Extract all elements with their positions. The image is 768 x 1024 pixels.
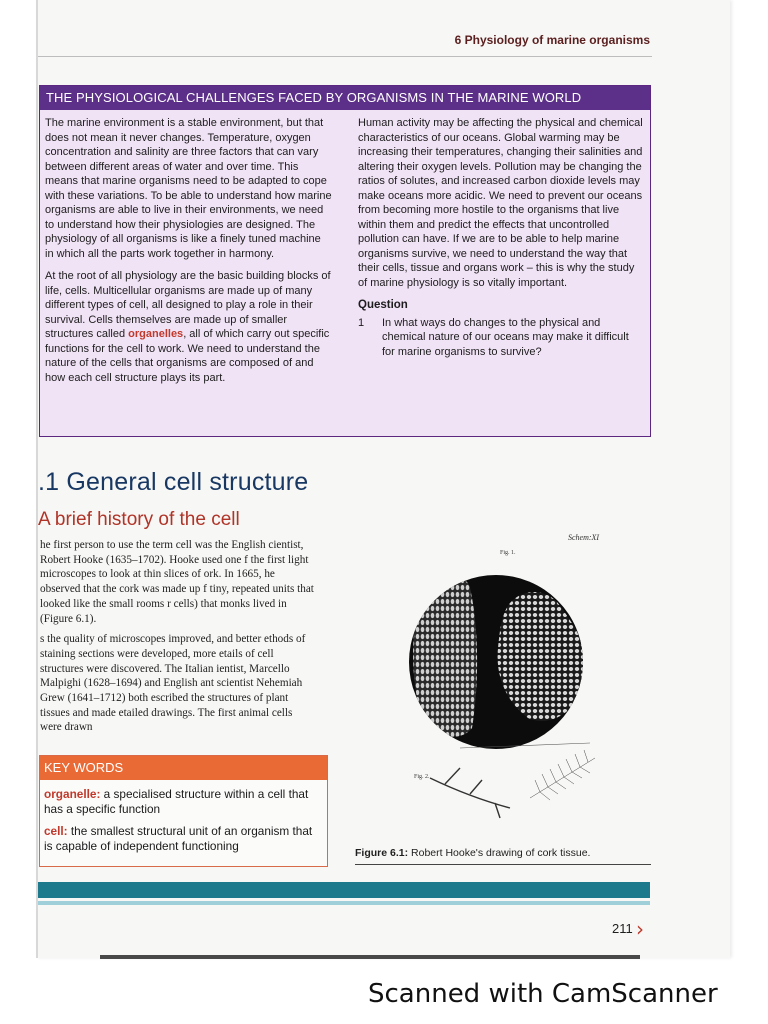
key-word-entry [40, 817, 327, 854]
page-number: 211 [612, 921, 633, 936]
intro-text: At the root of all physiology are the basic building blocks of life, cells. Multicellular organisms are made up of many different types of cell, all designed to play a role in their survival. Cells themselves are made up of smaller structures called [45, 270, 331, 340]
page-bottom-shadow [100, 955, 640, 959]
chevron-right-icon: › [636, 917, 644, 941]
hooke-cork-figure [400, 528, 610, 828]
cork-slice-left [413, 579, 477, 737]
caption-label: Figure 6.1: [355, 847, 409, 859]
intro-paragraph [45, 269, 332, 385]
fig1-label: Fig. 1. [500, 550, 516, 556]
key-words-heading: KEY WORDS [40, 756, 327, 780]
caption-text: Robert Hooke's drawing of cork tissue. [408, 847, 591, 859]
body-text [40, 538, 316, 741]
highlight-organelles: organelles [128, 328, 184, 340]
section-title: .1 General cell structure [38, 468, 309, 496]
watermark-text: Scanned with CamScanner [368, 979, 718, 1009]
question-heading: Question [358, 299, 408, 311]
intro-right-column [358, 116, 644, 359]
running-head: 6 Physiology of marine organisms [454, 33, 650, 47]
intro-text: , all of which carry out specific functions for the cell to work. We need to understand the nature of the cells that organisms are composed of and how each cell structure plays its part. [45, 328, 330, 384]
sensitive-plant-leaves [530, 750, 595, 800]
caption-rule [355, 864, 651, 865]
fig2-label: Fig. 2. [414, 774, 430, 780]
subsection-title: A brief history of the cell [38, 509, 240, 530]
key-word-term: organelle: [44, 787, 101, 801]
footer-bar-thin [38, 901, 650, 905]
body-paragraph: he first person to use the term cell was the English cientist, Robert Hooke (1635–1702). Hooke used one f the first light microscopes to look at thin slices of ork. In 1665, he observed that the cork was made up f tiny, repeated units that looked like the small rooms r cells) that monks lived in (Figure 6.1). [40, 539, 314, 625]
intro-box [39, 85, 651, 437]
header-rule [38, 56, 652, 57]
key-word-definition: the smallest structural unit of an organism that is capable of independent functioning [44, 824, 313, 853]
intro-paragraph: The marine environment is a stable environment, but that does not mean it never changes. Temperature, oxygen concentration and salinity are three factors that can vary between different areas of water and over time. This means that marine organisms need to be adapted to cope with these variations. To be able to understand how marine organisms are able to live in their environments, we need to understand how their physiologies are designed. The physiology of all organisms is like a finely tuned machine in which all the parts work together in harmony. [45, 117, 332, 260]
intro-paragraph: Human activity may be affecting the physical and chemical characteristics of our oceans. Global warming may be increasing their temperatures, changing their salinities and altering their oxygen levels. Pollution may be changing the ratios of solutes, and increased carbon dioxide levels may make oceans more acidic. We need to prevent our oceans from becoming more hostile to the organisms that live within them and predict the effects that uncontrolled pollution can have. If we are to be able to help marine organisms survive, we need to understand the way that their cells, tissue and organs work – this is why the study of marine physiology is so vitally important. [358, 117, 643, 289]
footer-bar [38, 882, 650, 898]
question-number: 1 [358, 316, 365, 329]
figure-caption [355, 847, 651, 859]
sensitive-plant-stem [430, 768, 510, 818]
key-word-definition: a specialised structure within a cell that has a specific function [44, 787, 309, 816]
question-text: In what ways do changes to the physical and chemical nature of our oceans may make it difficult for marine organisms to survive? [382, 316, 629, 358]
question-item [358, 316, 644, 360]
key-word-term: cell: [44, 824, 68, 838]
key-word-entry [40, 780, 327, 817]
body-paragraph: s the quality of microscopes improved, and better ethods of staining sections were developed, more etails of cell structures were discovered. The Italian ientist, Marcello Malpighi (1628–1694) and English ant scientist Nehemiah Grew (1641–1712) both escribed the structures of plant tissues and made etailed drawings. The first animal cells were drawn [40, 633, 306, 734]
scheme-label: Schem:XI [568, 533, 600, 542]
key-words-box [39, 755, 328, 867]
intro-left-column [45, 116, 332, 393]
intro-title: THE PHYSIOLOGICAL CHALLENGES FACED BY ORGANISMS IN THE MARINE WORLD [40, 86, 650, 110]
